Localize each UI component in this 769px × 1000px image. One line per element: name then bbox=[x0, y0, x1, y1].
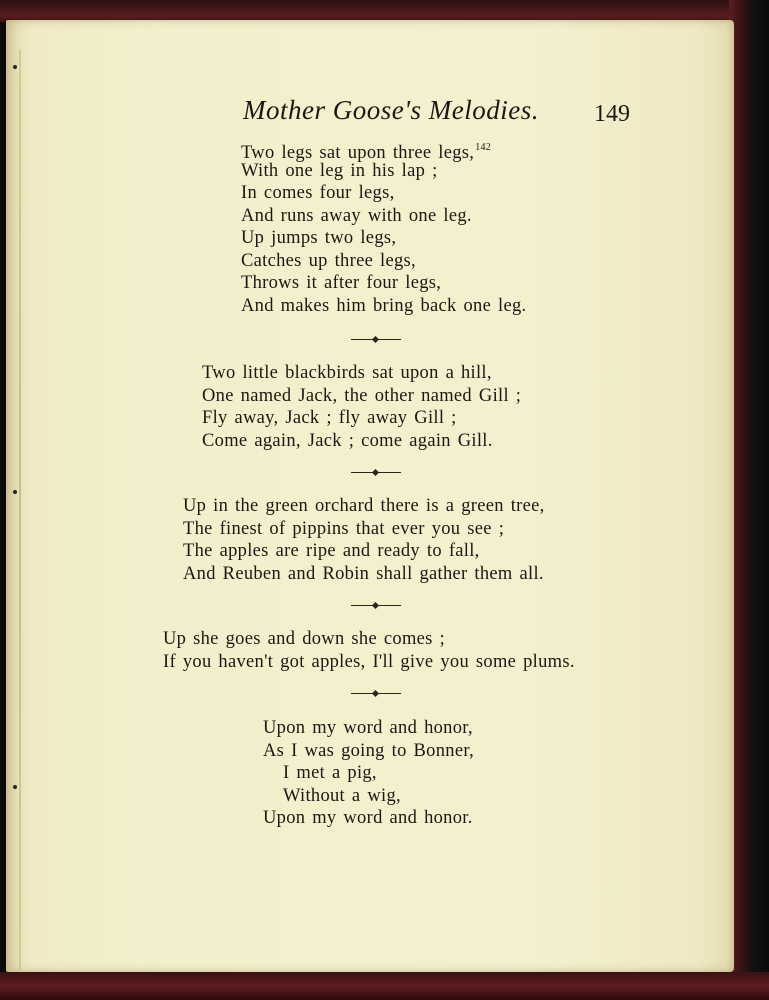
verse-line: Up in the green orchard there is a green tree, bbox=[183, 496, 545, 516]
verse-line: Without a wig, bbox=[283, 785, 401, 806]
verse-line: One named Jack, the other named Gill ; bbox=[202, 385, 522, 406]
binding-mark bbox=[13, 490, 17, 494]
verse-line: The finest of pippins that ever you see ; bbox=[183, 518, 505, 539]
running-title: Mother Goose's Melodies. bbox=[243, 95, 539, 125]
book-cover-bottom-edge bbox=[0, 972, 769, 1000]
verse-line: Up she goes and down she comes ; bbox=[163, 629, 446, 649]
stanza-three-legs bbox=[241, 137, 526, 317]
section-divider bbox=[351, 339, 401, 340]
verse-line: And makes him bring back one leg. bbox=[241, 295, 527, 316]
footnote-marker: 142 bbox=[475, 142, 492, 153]
verse-line: I met a pig, bbox=[283, 763, 377, 783]
verse-line: The apples are ripe and ready to fall, bbox=[183, 541, 480, 561]
verse-line: Up jumps two legs, bbox=[241, 228, 397, 248]
verse-line: And runs away with one leg. bbox=[241, 205, 472, 226]
verse-line: Two little blackbirds sat upon a hill, bbox=[202, 363, 492, 383]
binding-mark bbox=[13, 785, 17, 789]
verse-line: Throws it after four legs, bbox=[241, 273, 442, 293]
section-divider bbox=[351, 693, 401, 694]
stanza-up-she-goes bbox=[163, 628, 575, 673]
page-gutter bbox=[19, 50, 21, 970]
verse-line: Two legs sat upon three legs,$^{142}$ bbox=[241, 142, 492, 163]
stanza-green-orchard bbox=[183, 495, 545, 585]
verse-line: With one leg in his lap ; bbox=[241, 160, 438, 181]
verse-line: Upon my word and honor. bbox=[263, 808, 473, 828]
section-divider bbox=[351, 472, 401, 473]
verse-line: And Reuben and Robin shall gather them all. bbox=[183, 563, 544, 584]
binding-mark bbox=[13, 65, 17, 69]
section-divider bbox=[351, 605, 401, 606]
verse-line: If you haven't got apples, I'll give you some plums. bbox=[163, 651, 575, 672]
book-cover-top-edge bbox=[0, 0, 769, 22]
verse-line: Upon my word and honor, bbox=[263, 718, 473, 738]
verse-line: Fly away, Jack ; fly away Gill ; bbox=[202, 408, 457, 428]
stanza-upon-my-word bbox=[263, 717, 474, 830]
page-number: 149 bbox=[594, 101, 630, 127]
verse-line: Come again, Jack ; come again Gill. bbox=[202, 430, 493, 451]
verse-line: As I was going to Bonner, bbox=[263, 740, 474, 761]
stanza-blackbirds bbox=[202, 362, 521, 452]
verse-line: In comes four legs, bbox=[241, 183, 395, 203]
book-cover-right-edge bbox=[729, 0, 769, 1000]
verse-line: Catches up three legs, bbox=[241, 250, 416, 271]
